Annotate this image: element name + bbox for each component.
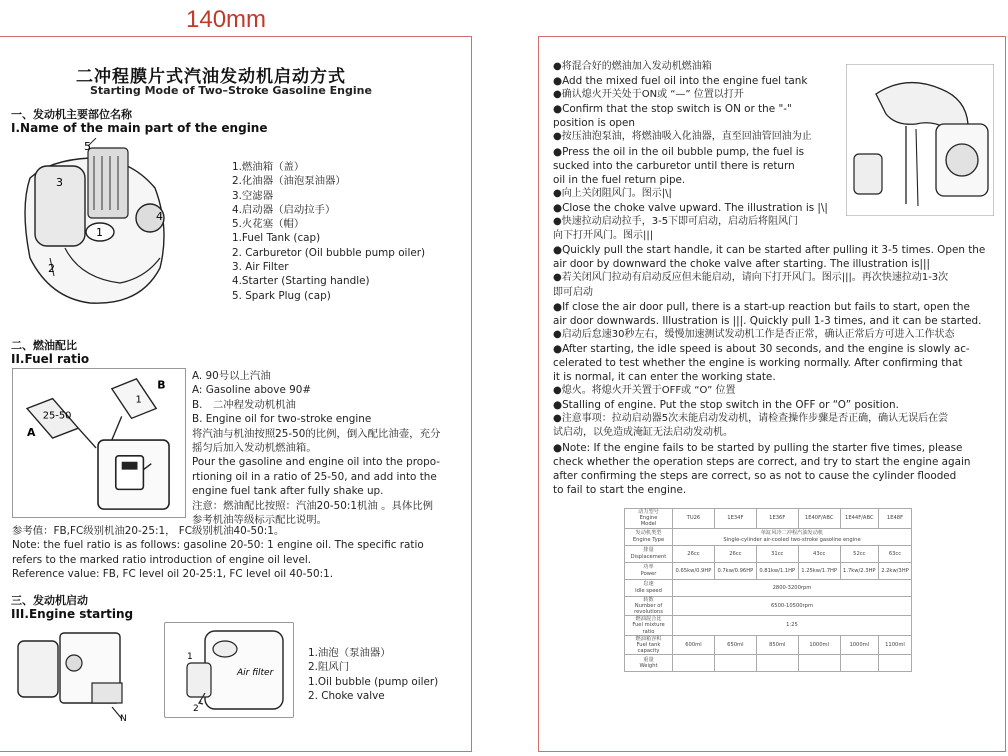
- spec-row: [625, 562, 912, 579]
- section2-heading-en: II.Fuel ratio: [11, 352, 90, 366]
- spec-cell: [798, 655, 840, 672]
- spec-cell: [714, 655, 756, 672]
- spec-row: [625, 579, 912, 596]
- section2-heading-cn: 二、燃油配比: [11, 339, 77, 352]
- spec-row: [625, 528, 912, 545]
- spec-span-cell: [673, 579, 912, 596]
- spec-span-cell: [673, 616, 912, 636]
- spec-header-line: 怠速: [643, 581, 654, 588]
- label-1: 1: [187, 652, 193, 662]
- part-en-5: 5. Spark Plug (cap): [232, 289, 331, 302]
- spec-span-line: 2800-3200rpm: [772, 584, 812, 591]
- section3-heading-en: III.Engine starting: [11, 607, 134, 621]
- spec-header-line: ratio: [642, 628, 655, 635]
- spec-cell: 1E36F: [756, 509, 798, 529]
- spec-row-header: [625, 596, 673, 616]
- part-en-2: 2. Carburetor (Oil bubble pump oiler): [232, 246, 426, 259]
- spec-cell: 1.25kw/1.7HP: [798, 562, 840, 579]
- spec-header-line: 动力型号: [638, 509, 659, 515]
- fuel-ratio-notes: 参考值：FB,FC级别机油20-25:1， FC级别机油40-50:1。 Note: the fuel ratio is as follows: gasoline 20-50: 1 engine oil. The specific ratio refers to the marked ratio introduction of engine oil level. Reference value: FB, FC level oil 20-25:1, FC level oil 40-50:1.: [12, 525, 424, 581]
- spec-cell: 850ml: [756, 635, 798, 655]
- spec-header-line: Power: [640, 570, 657, 577]
- spec-row: [625, 596, 912, 616]
- spec-row-header: [625, 545, 673, 562]
- part-cn-5: 5.火花塞（帽）: [232, 218, 305, 231]
- part-en-4: 4.Starter (Starting handle): [232, 275, 370, 288]
- spec-header-line: 功率: [643, 564, 654, 571]
- spec-cell: 650ml: [714, 635, 756, 655]
- label-2: 2: [193, 704, 199, 714]
- section3-heading-cn: 三、发动机启动: [11, 594, 88, 607]
- engine-illustration: [10, 138, 175, 310]
- starting-illustration-left: [12, 623, 152, 723]
- part-cn-4: 4.启动器（启动拉手）: [232, 203, 336, 216]
- engine-parts-list: [232, 160, 425, 303]
- fuel-ratio-illustration: [12, 368, 186, 518]
- page-title: 二冲程膜片式汽油发动机启动方式: [76, 67, 346, 87]
- section1-heading-cn: 一、发动机主要部位名称: [11, 108, 132, 121]
- spec-row: [625, 545, 912, 562]
- spec-cell: 1000ml: [798, 635, 840, 655]
- label-b: B: [157, 378, 166, 392]
- spec-row: [625, 655, 912, 672]
- spec-cell: 52cc: [840, 545, 878, 562]
- spec-row-header: [625, 562, 673, 579]
- spec-header-line: Engine: [639, 515, 658, 522]
- spec-header-line: Fuel tank: [636, 642, 661, 649]
- spec-header-line: Idle speed: [635, 587, 662, 594]
- spec-header-line: 燃油箱容积: [635, 635, 662, 642]
- spec-row: [625, 635, 912, 655]
- spec-cell: 1E40F/ABC: [798, 509, 840, 529]
- fuel-ratio-text: A. 90号以上汽油 A: Gasoline above 90# B. 二冲程发动机机油 B. Engine oil for two-stroke engine 将汽油与机油按照25-50的比例，倒入配比油壶，充分 摇匀后加入发动机燃油箱。 Pour the gasoline and engine oil into the propo- rtioning oil in a ratio of 25-50, and add into the engine fuel tank after fully shake up. 注意：燃油配比按照：汽油20-50:1机油 。具体比例 参考机油等级标示配比说明。: [192, 370, 441, 527]
- spec-header-line: capacity: [637, 648, 660, 655]
- part-cn-3: 3.空滤器: [232, 189, 274, 202]
- starting-illustration-right: [165, 623, 293, 717]
- part-en-3: 3. Air Filter: [232, 261, 289, 274]
- size-label: 140mm: [186, 6, 267, 33]
- spec-cell: 26cc: [714, 545, 756, 562]
- spec-span-line: Single-cylinder air-cooled two-stroke gasoline engine: [723, 536, 861, 543]
- spec-cell: [673, 655, 715, 672]
- part-cn-2: 2.化油器（油泡泵油器）: [232, 175, 346, 188]
- spec-cell: 26cc: [673, 545, 715, 562]
- spec-row: [625, 616, 912, 636]
- spec-row-header: [625, 616, 673, 636]
- spec-cell: 0.65kw/0.9HP: [673, 562, 715, 579]
- spec-row: [625, 509, 912, 529]
- callout-3: 3: [56, 176, 63, 189]
- label-a: A: [26, 426, 36, 440]
- spec-header-line: 发动机类型: [635, 530, 662, 537]
- spec-header-line: 排量: [643, 547, 654, 554]
- spec-span-line: 1:25: [786, 622, 798, 629]
- starting-parts-list: 1.油泡（泵油器） 2.阻风门 1.Oil bubble (pump oiler) 2. Choke valve: [308, 647, 439, 702]
- callout-1: 1: [96, 226, 103, 239]
- label-n: N: [120, 714, 127, 723]
- spec-span-line: 6500-10500rpm: [770, 602, 814, 609]
- air-filter-label: Air filter: [237, 668, 274, 678]
- spec-cell: 43cc: [798, 545, 840, 562]
- part-en-1: 1.Fuel Tank (cap): [232, 232, 321, 245]
- spec-row-header: [625, 509, 673, 529]
- spec-span-cell: [673, 528, 912, 545]
- spec-header-line: Model: [640, 521, 657, 528]
- spec-header-line: revolutions: [634, 609, 663, 616]
- spec-table: [624, 508, 912, 672]
- spec-cell: 2.2kw/3HP: [878, 562, 911, 579]
- spec-header-line: 转数: [643, 596, 654, 603]
- spec-cell: 1100ml: [878, 635, 911, 655]
- callout-2: 2: [48, 262, 55, 275]
- ratio-label: 25-50: [42, 410, 72, 422]
- callout-5: 5: [84, 140, 91, 153]
- spec-cell: [840, 655, 878, 672]
- spec-header-line: Engine Type: [632, 536, 665, 543]
- spec-span-line: 单缸风冷二冲程汽油发动机: [760, 530, 824, 537]
- spec-header-line: Weight: [639, 663, 658, 670]
- spec-cell: 0.81kw/1.1HP: [756, 562, 798, 579]
- spec-header-line: Number of: [634, 602, 663, 609]
- spec-cell: 1E34F: [714, 509, 756, 529]
- callout-4: 4: [156, 210, 163, 223]
- label-one: 1: [135, 394, 142, 406]
- spec-row-header: [625, 635, 673, 655]
- spec-cell: 1000ml: [840, 635, 878, 655]
- spec-cell: TU26: [673, 509, 715, 529]
- spec-row-header: [625, 655, 673, 672]
- spec-cell: [756, 655, 798, 672]
- section1-heading-en: I.Name of the main part of the engine: [11, 121, 268, 135]
- spec-cell: 0.7kw/0.96HP: [714, 562, 756, 579]
- spec-span-cell: [673, 596, 912, 616]
- spec-header-line: 燃油混合比: [635, 616, 662, 623]
- spec-header-line: 重量: [643, 657, 654, 664]
- page-subtitle: Starting Mode of Two–Stroke Gasoline Engine: [90, 84, 372, 97]
- spec-header-line: Displacement: [630, 553, 667, 560]
- spec-cell: 1E48F: [878, 509, 911, 529]
- spec-row-header: [625, 579, 673, 596]
- spec-cell: 63cc: [878, 545, 911, 562]
- spec-cell: 1.7kw/2.3HP: [840, 562, 878, 579]
- part-cn-1: 1.燃油箱（盖）: [232, 161, 305, 173]
- spec-cell: 31cc: [756, 545, 798, 562]
- starting-illustration-frame: [164, 622, 294, 718]
- spec-header-line: Fuel mixture: [632, 622, 665, 629]
- spec-cell: 600ml: [673, 635, 715, 655]
- spec-cell: 1E44F/ABC: [840, 509, 878, 529]
- starting-instructions: ●将混合好的燃油加入发动机燃油箱 ●Add the mixed fuel oil into the engine fuel tank ●确认熄火开关处于ON或 “—” 位置以打开 ●Confirm that the stop switch is ON or the "-" position is open ●按压油泡泵油，将燃油吸入化油器，直至回油管回油为止 ●Press the oil in the oil bubble pump, the fuel is sucked into the carburetor until there is return oil in the fuel return pipe. ●向上关闭阻风门。图示|\| ●Close the choke valve upward. The illustration is |\| ●快速拉动启动拉手，3-5下即可启动，启动后将阻风门 向下打开风门。图示||| ●Quickly pull the start handle, it can be started after pulling it 3-5 times. Open the air door by downward the choke valve after starting. The illustration is||| ●若关闭风门拉动有启动反应但未能启动，请向下打开风门。图示|||。再次快速拉动1-3次 即可启动 ●If close the air door pull, there is a start-up reaction but fails to start, open the air door downwards. Illustration is |||. Quickly pull 1-3 times, and it can be started. ●启动后怠速30秒左右，缓慢加速测试发动机工作是否正常，确认正常后方可进入工作状态 ●After starting, the idle speed is about 30 seconds, and the engine is slowly ac- celerated to test whether the engine is working normally. After confirming that it is normal, it can enter the working state. ●熄火。将熄火开关置于OFF或 “O” 位置 ●Stalling of engine. Put the stop switch in the OFF or “O” position. ●注意事项：拉动启动器5次未能启动发动机，请检查操作步骤是否正确，确认无误后在尝 试启动，以免造成淹缸无法启动发动机。 ●Note: If the engine fails to be started by pulling the starter five times, please check whether the operation steps are correct, and try to start the engine again after confirming the steps are correct, so as not to cause the cylinder flooded to fail to start the engine.: [553, 61, 986, 496]
- spec-row-header: [625, 528, 673, 545]
- spec-cell: [878, 655, 911, 672]
